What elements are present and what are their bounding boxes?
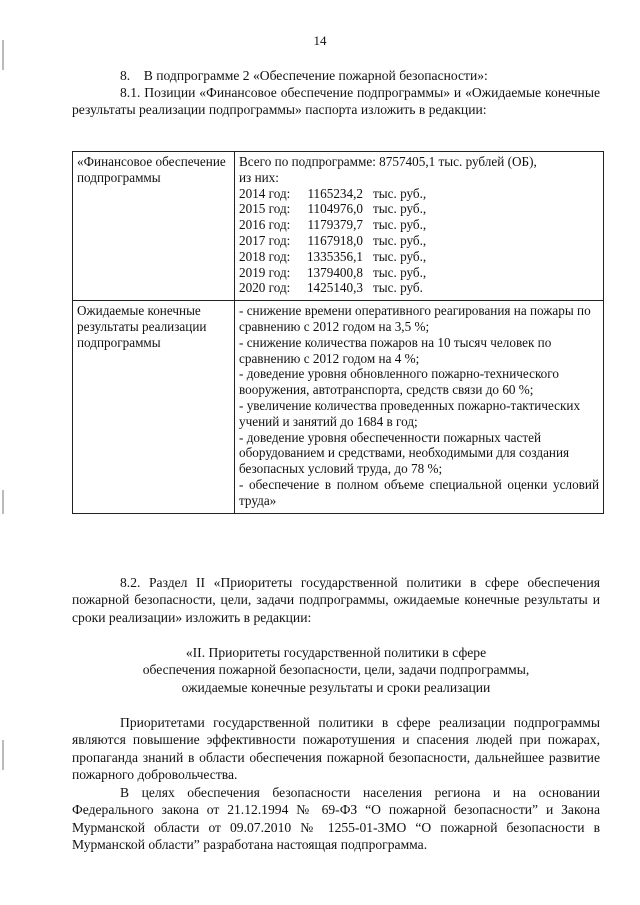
page-number: 14 — [313, 33, 327, 48]
year-amount: 1335356,1 — [306, 248, 363, 264]
year-unit: тыс. руб., — [373, 201, 427, 217]
results-row — [73, 301, 604, 513]
result-item: - снижение времени оперативного реагирования на пожары по сравнению с 2012 годом на 3,5 %; — [239, 303, 591, 334]
section-title — [72, 644, 600, 696]
finance-year-row — [239, 201, 599, 217]
finance-year-row — [239, 233, 599, 249]
result-item: - снижение количества пожаров на 10 тысяч человек по сравнению с 2012 годом на 4 %; — [239, 334, 552, 366]
year-unit: тыс. руб., — [373, 264, 427, 280]
year-unit: тыс. руб., — [373, 185, 427, 201]
year-amount: 1104976,0 — [307, 201, 363, 217]
finance-year-row — [239, 265, 599, 281]
finance-year-row — [239, 280, 599, 296]
section-title-line: обеспечения пожарной безопасности, цели, задачи подпрограммы, — [142, 662, 530, 678]
year-label: 2015 год: — [239, 201, 291, 217]
priorities-paragraph: Приоритетами государственной политики в сфере реализации подпрограммы являются повышение эффективности пожаротушения и спасения людей при пожарах, пропаганда знаний в области обеспечения пожарной безопасности, дальнейшее развитие пожарного добровольчества. — [72, 715, 600, 783]
year-unit: тыс. руб., — [373, 232, 427, 248]
passport-table — [72, 151, 604, 514]
finance-year-row — [239, 217, 599, 233]
results-value — [235, 301, 604, 513]
year-amount: 1165234,2 — [307, 185, 363, 201]
year-label: 2017 год: — [239, 232, 291, 248]
scan-edge-mark — [2, 740, 4, 770]
result-item: - обеспечение в полном объеме специальной оценки условий труда» — [239, 476, 599, 508]
finance-label: «Финансовое обеспечение подпрограммы — [73, 152, 235, 301]
year-label: 2018 год: — [239, 248, 291, 264]
item8-heading: 8. В подпрограмме 2 «Обеспечение пожарной безопасности»: — [120, 68, 488, 83]
result-item: - доведение уровня обеспеченности пожарных частей оборудованием и средствами, необходимыми для создания безопасных условий труда, до 78 %; — [239, 429, 570, 477]
finance-year-row — [239, 186, 599, 202]
item8-1-text: 8.1. Позиции «Финансовое обеспечение подпрограммы» и «Ожидаемые конечные результаты реализации подпрограммы» паспорта изложить в редакции: — [72, 85, 600, 118]
year-label: 2020 год: — [239, 280, 291, 296]
year-unit: тыс. руб., — [373, 248, 427, 264]
section-title-line: «II. Приоритеты государственной политики в сфере — [185, 645, 487, 660]
year-unit: тыс. руб., — [373, 217, 427, 233]
year-unit: тыс. руб. — [373, 280, 423, 296]
result-item: - увеличение количества проведенных пожарно-тактических учений и занятий до 1684 в год; — [239, 397, 581, 429]
finance-value — [235, 152, 604, 301]
result-item: - доведение уровня обновленного пожарно-технического вооружения, автотранспорта, средств связи до 60 %; — [239, 366, 559, 398]
results-label: Ожидаемые конечные результаты реализации подпрограммы — [73, 301, 235, 513]
scan-edge-mark — [2, 490, 4, 514]
year-amount: 1379400,8 — [306, 264, 363, 280]
finance-total: Всего по подпрограмме: 8757405,1 тыс. рублей (ОБ), — [239, 154, 537, 169]
year-label: 2016 год: — [239, 217, 291, 233]
finance-row — [73, 152, 604, 301]
finance-year-row — [239, 249, 599, 265]
year-amount: 1179379,7 — [307, 217, 363, 233]
finance-of-which: из них: — [239, 169, 279, 185]
item8-2-text: 8.2. Раздел II «Приоритеты государственной политики в сфере обеспечения пожарной безопасности, цели, задачи подпрограммы, ожидаемые конечные результаты и сроки реализации» изложить в редакции: — [72, 575, 600, 625]
section-title-line: ожидаемые конечные результаты и сроки реализации — [181, 679, 491, 695]
year-amount: 1425140,3 — [306, 280, 363, 296]
year-label: 2014 год: — [239, 185, 291, 201]
year-label: 2019 год: — [239, 264, 291, 280]
year-amount: 1167918,0 — [307, 232, 363, 248]
purpose-paragraph: В целях обеспечения безопасности населения региона и на основании Федерального закона от 21.12.1994 № 69-ФЗ “О пожарной безопасности” и Закона Мурманской области от 09.07.2010 № 1255-01-ЗМО “О пожарной безопасности в Мурманской области” разработана настоящая подпрограмма. — [72, 785, 600, 853]
